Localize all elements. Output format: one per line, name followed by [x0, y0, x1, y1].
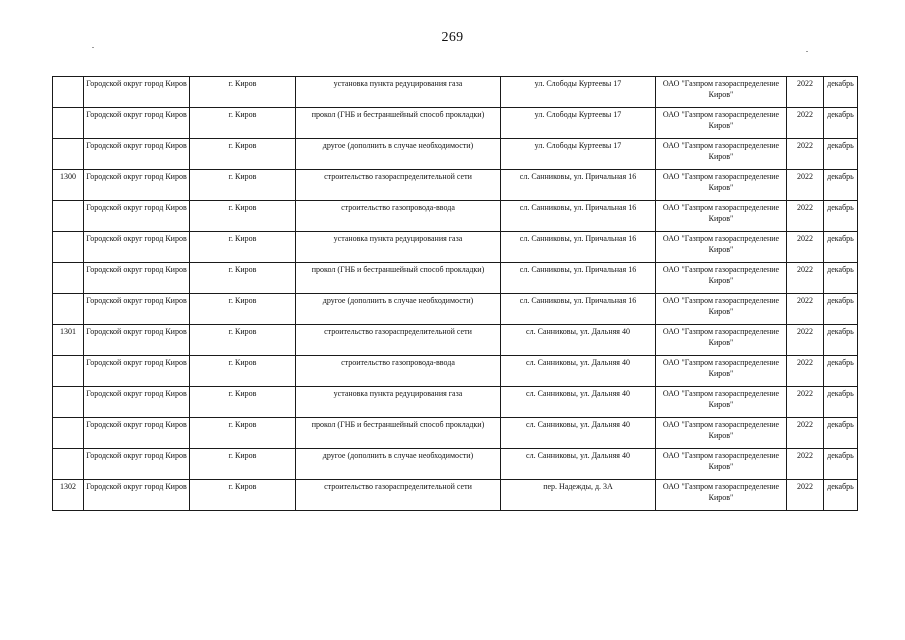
address-cell: сл. Санниковы, ул. Причальная 16	[501, 170, 656, 201]
city-cell: г. Киров	[190, 480, 296, 511]
table-row	[53, 418, 858, 449]
table-row	[53, 480, 858, 511]
table-row	[53, 356, 858, 387]
table-row	[53, 387, 858, 418]
district-cell: Городской округ город Киров	[84, 418, 190, 449]
year-cell: 2022	[787, 325, 824, 356]
address-cell: сл. Санниковы, ул. Дальняя 40	[501, 418, 656, 449]
city-cell: г. Киров	[190, 263, 296, 294]
work-type-cell: строительство газопровода-ввода	[296, 201, 501, 232]
work-type-cell: строительство газораспределительной сети	[296, 170, 501, 201]
city-cell: г. Киров	[190, 449, 296, 480]
row-number-cell	[53, 418, 84, 449]
row-number-cell	[53, 356, 84, 387]
page-number: 269	[441, 30, 464, 45]
gas-works-table	[52, 76, 858, 511]
row-number-cell	[53, 387, 84, 418]
city-cell: г. Киров	[190, 356, 296, 387]
table-row	[53, 201, 858, 232]
table-row	[53, 232, 858, 263]
work-type-cell: прокол (ГНБ и бестраншейный способ прокладки)	[296, 108, 501, 139]
organization-cell: ОАО "Газпром газораспределение Киров"	[656, 263, 787, 294]
organization-cell: ОАО "Газпром газораспределение Киров"	[656, 356, 787, 387]
work-type-cell: прокол (ГНБ и бестраншейный способ прокладки)	[296, 263, 501, 294]
table-body	[53, 77, 858, 511]
row-number-cell	[53, 294, 84, 325]
year-cell: 2022	[787, 201, 824, 232]
district-cell: Городской округ город Киров	[84, 232, 190, 263]
year-cell: 2022	[787, 449, 824, 480]
month-cell: декабрь	[824, 418, 858, 449]
district-cell: Городской округ город Киров	[84, 449, 190, 480]
city-cell: г. Киров	[190, 108, 296, 139]
year-cell: 2022	[787, 294, 824, 325]
district-cell: Городской округ город Киров	[84, 77, 190, 108]
table-row	[53, 263, 858, 294]
city-cell: г. Киров	[190, 232, 296, 263]
address-cell: сл. Санниковы, ул. Причальная 16	[501, 201, 656, 232]
organization-cell: ОАО "Газпром газораспределение Киров"	[656, 139, 787, 170]
work-type-cell: прокол (ГНБ и бестраншейный способ прокладки)	[296, 418, 501, 449]
city-cell: г. Киров	[190, 387, 296, 418]
work-type-cell: другое (дополнить в случае необходимости)	[296, 139, 501, 170]
city-cell: г. Киров	[190, 325, 296, 356]
address-cell: сл. Санниковы, ул. Дальняя 40	[501, 449, 656, 480]
row-number-cell	[53, 108, 84, 139]
table-row	[53, 170, 858, 201]
address-cell: ул. Слободы Куртеевы 17	[501, 77, 656, 108]
month-cell: декабрь	[824, 201, 858, 232]
scan-speck	[92, 47, 94, 48]
year-cell: 2022	[787, 356, 824, 387]
organization-cell: ОАО "Газпром газораспределение Киров"	[656, 325, 787, 356]
table-row	[53, 449, 858, 480]
table-row	[53, 325, 858, 356]
month-cell: декабрь	[824, 263, 858, 294]
organization-cell: ОАО "Газпром газораспределение Киров"	[656, 77, 787, 108]
row-number-cell	[53, 449, 84, 480]
district-cell: Городской округ город Киров	[84, 263, 190, 294]
district-cell: Городской округ город Киров	[84, 480, 190, 511]
month-cell: декабрь	[824, 108, 858, 139]
address-cell: сл. Санниковы, ул. Дальняя 40	[501, 387, 656, 418]
work-type-cell: другое (дополнить в случае необходимости)	[296, 294, 501, 325]
year-cell: 2022	[787, 387, 824, 418]
district-cell: Городской округ город Киров	[84, 201, 190, 232]
row-number-cell	[53, 201, 84, 232]
organization-cell: ОАО "Газпром газораспределение Киров"	[656, 232, 787, 263]
city-cell: г. Киров	[190, 294, 296, 325]
organization-cell: ОАО "Газпром газораспределение Киров"	[656, 170, 787, 201]
work-type-cell: установка пункта редуцирования газа	[296, 387, 501, 418]
year-cell: 2022	[787, 77, 824, 108]
address-cell: сл. Санниковы, ул. Дальняя 40	[501, 325, 656, 356]
row-number-cell	[53, 263, 84, 294]
work-type-cell: другое (дополнить в случае необходимости)	[296, 449, 501, 480]
month-cell: декабрь	[824, 77, 858, 108]
year-cell: 2022	[787, 139, 824, 170]
work-type-cell: установка пункта редуцирования газа	[296, 77, 501, 108]
organization-cell: ОАО "Газпром газораспределение Киров"	[656, 387, 787, 418]
row-number-cell: 1301	[53, 325, 84, 356]
work-type-cell: строительство газораспределительной сети	[296, 480, 501, 511]
table-row	[53, 139, 858, 170]
district-cell: Городской округ город Киров	[84, 139, 190, 170]
month-cell: декабрь	[824, 139, 858, 170]
year-cell: 2022	[787, 232, 824, 263]
row-number-cell: 1300	[53, 170, 84, 201]
table-row	[53, 77, 858, 108]
month-cell: декабрь	[824, 170, 858, 201]
month-cell: декабрь	[824, 480, 858, 511]
row-number-cell	[53, 77, 84, 108]
year-cell: 2022	[787, 263, 824, 294]
city-cell: г. Киров	[190, 170, 296, 201]
address-cell: сл. Санниковы, ул. Причальная 16	[501, 294, 656, 325]
scan-speck	[806, 51, 808, 52]
work-type-cell: строительство газораспределительной сети	[296, 325, 501, 356]
month-cell: декабрь	[824, 325, 858, 356]
address-cell: сл. Санниковы, ул. Причальная 16	[501, 232, 656, 263]
organization-cell: ОАО "Газпром газораспределение Киров"	[656, 294, 787, 325]
city-cell: г. Киров	[190, 77, 296, 108]
address-cell: ул. Слободы Куртеевы 17	[501, 108, 656, 139]
month-cell: декабрь	[824, 387, 858, 418]
row-number-cell	[53, 139, 84, 170]
city-cell: г. Киров	[190, 201, 296, 232]
district-cell: Городской округ город Киров	[84, 170, 190, 201]
row-number-cell: 1302	[53, 480, 84, 511]
row-number-cell	[53, 232, 84, 263]
month-cell: декабрь	[824, 294, 858, 325]
district-cell: Городской округ город Киров	[84, 387, 190, 418]
year-cell: 2022	[787, 108, 824, 139]
district-cell: Городской округ город Киров	[84, 325, 190, 356]
address-cell: пер. Надежды, д. 3А	[501, 480, 656, 511]
district-cell: Городской округ город Киров	[84, 294, 190, 325]
work-type-cell: установка пункта редуцирования газа	[296, 232, 501, 263]
address-cell: сл. Санниковы, ул. Дальняя 40	[501, 356, 656, 387]
table-row	[53, 108, 858, 139]
district-cell: Городской округ город Киров	[84, 356, 190, 387]
month-cell: декабрь	[824, 232, 858, 263]
year-cell: 2022	[787, 170, 824, 201]
city-cell: г. Киров	[190, 139, 296, 170]
month-cell: декабрь	[824, 449, 858, 480]
organization-cell: ОАО "Газпром газораспределение Киров"	[656, 480, 787, 511]
address-cell: ул. Слободы Куртеевы 17	[501, 139, 656, 170]
district-cell: Городской округ город Киров	[84, 108, 190, 139]
organization-cell: ОАО "Газпром газораспределение Киров"	[656, 449, 787, 480]
organization-cell: ОАО "Газпром газораспределение Киров"	[656, 108, 787, 139]
table-row	[53, 294, 858, 325]
organization-cell: ОАО "Газпром газораспределение Киров"	[656, 418, 787, 449]
work-type-cell: строительство газопровода-ввода	[296, 356, 501, 387]
organization-cell: ОАО "Газпром газораспределение Киров"	[656, 201, 787, 232]
year-cell: 2022	[787, 480, 824, 511]
year-cell: 2022	[787, 418, 824, 449]
city-cell: г. Киров	[190, 418, 296, 449]
month-cell: декабрь	[824, 356, 858, 387]
address-cell: сл. Санниковы, ул. Причальная 16	[501, 263, 656, 294]
